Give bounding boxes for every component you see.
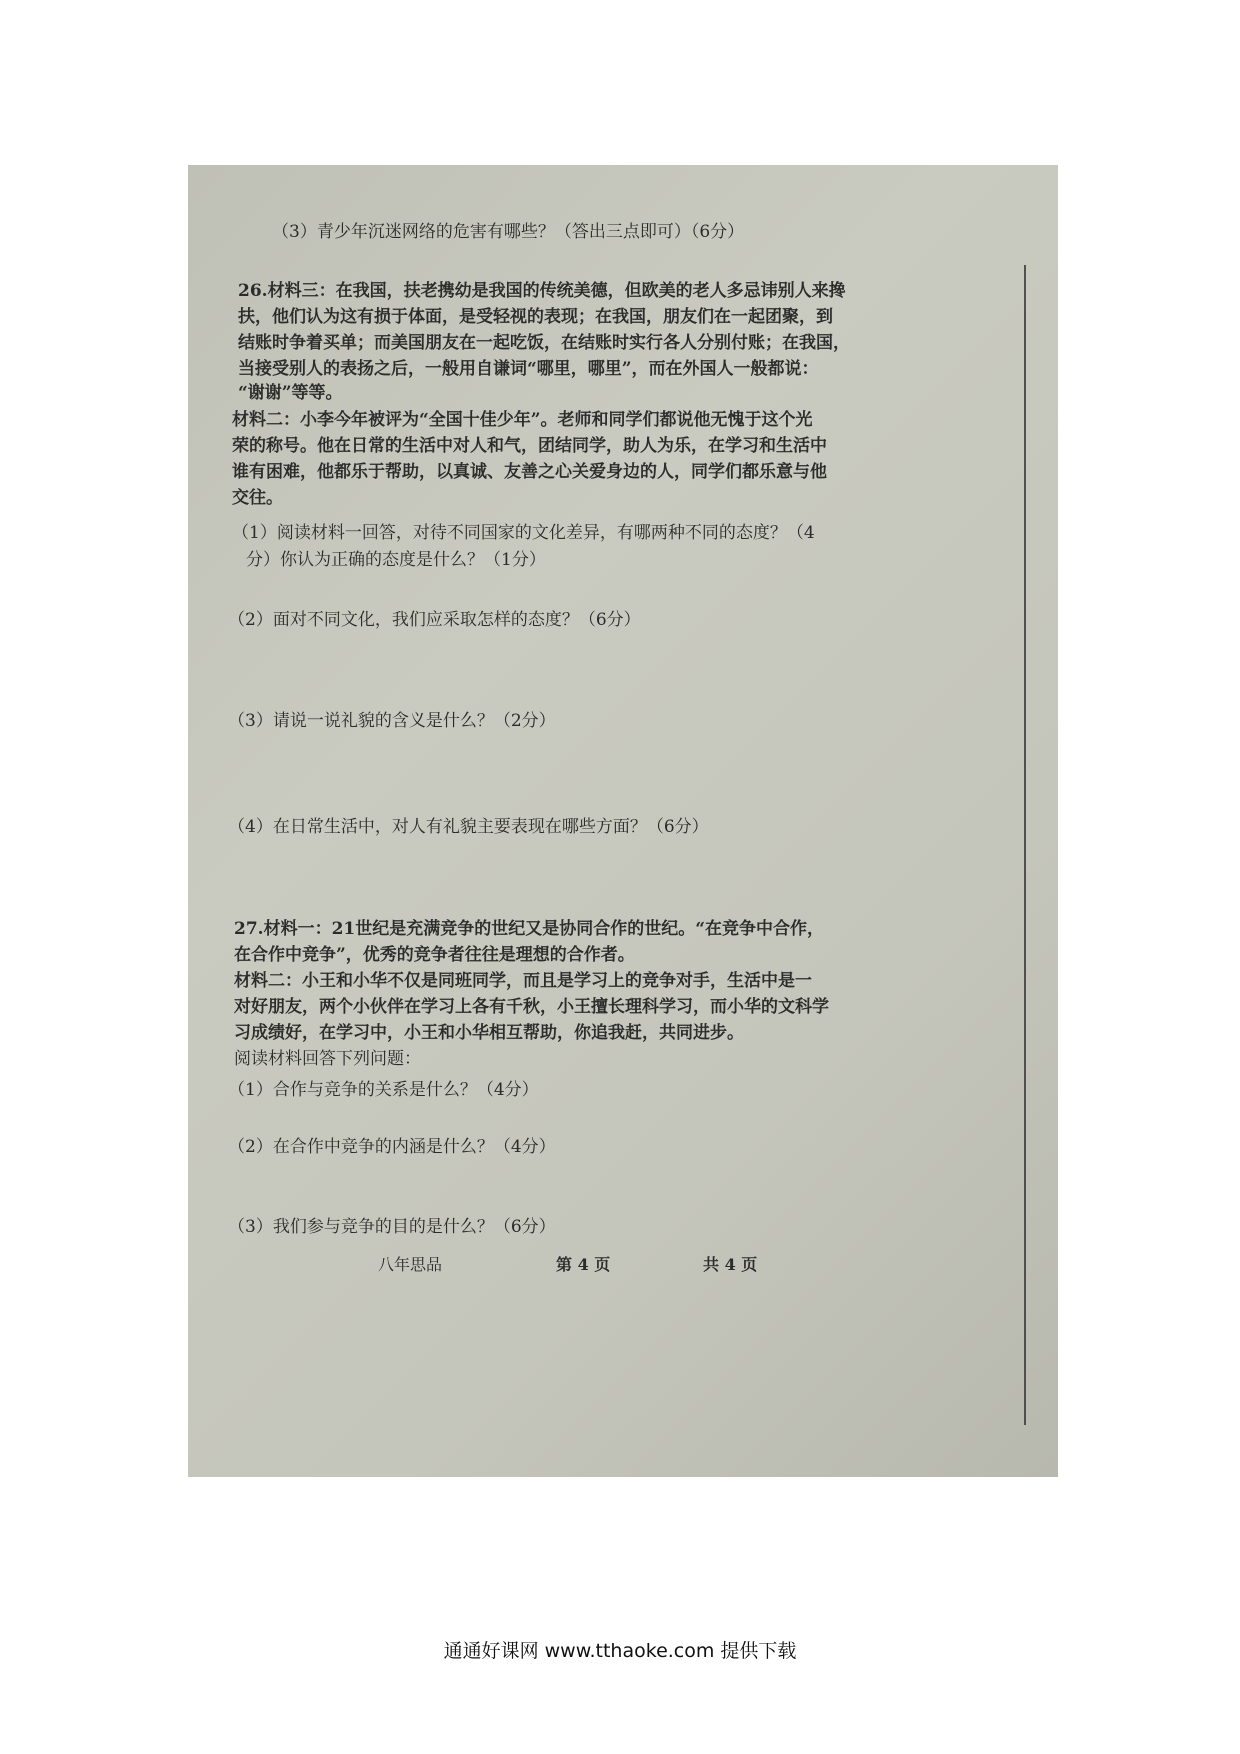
q27-material2-line1: 材料二：小王和小华不仅是同班同学，而且是学习上的竞争对手，生活中是一	[234, 971, 812, 991]
margin-rule	[1024, 265, 1026, 1425]
sheet-page-number: 第 4 页	[556, 1255, 611, 1274]
q26-material2-line3: 谁有困难，他都乐于帮助，以真诚、友善之心关爱身边的人，同学们都乐意与他	[232, 462, 827, 482]
q27-part3: （3）我们参与竞争的目的是什么？（6分）	[228, 1217, 556, 1237]
sheet-page-total: 共 4 页	[703, 1255, 758, 1274]
q26-part4: （4）在日常生活中，对人有礼貌主要表现在哪些方面？（6分）	[228, 817, 709, 837]
q26-material1-line4: 当接受别人的表扬之后，一般用自谦词“哪里，哪里”，而在外国人一般都说：	[238, 359, 819, 379]
q27-material2-line3: 习成绩好，在学习中，小王和小华相互帮助，你追我赶，共同进步。	[234, 1023, 744, 1043]
q26-material1-line3: 结账时争着买单；而美国朋友在一起吃饭，在结账时实行各人分别付账；在我国，	[238, 333, 850, 353]
download-footer: 通通好课网 www.tthaoke.com 提供下载	[443, 1640, 797, 1662]
sheet-subject: 八年思品	[378, 1255, 443, 1274]
q26-part1-line2: 分）你认为正确的态度是什么？（1分）	[246, 550, 546, 570]
q26-material2-line4: 交往。	[232, 488, 283, 508]
q25-part3: （3）青少年沉迷网络的危害有哪些？（答出三点即可）（6分）	[272, 222, 745, 242]
q26-part2: （2）面对不同文化，我们应采取怎样的态度？（6分）	[228, 610, 641, 630]
q27-part1: （1）合作与竞争的关系是什么？（4分）	[228, 1080, 539, 1100]
q26-material1-line2: 扶，他们认为这有损于体面，是受轻视的表现；在我国，朋友们在一起团聚，到	[238, 307, 833, 327]
q27-prompt: 阅读材料回答下列问题：	[234, 1049, 421, 1069]
exam-sheet-photo	[188, 165, 1058, 1477]
q26-part3: （3）请说一说礼貌的含义是什么？（2分）	[228, 711, 556, 731]
q27-material1-line1: 27.材料一：21世纪是充满竞争的世纪又是协同合作的世纪。“在竞争中合作，	[234, 919, 825, 939]
q26-material1-line1: 26.材料三：在我国，扶老携幼是我国的传统美德，但欧美的老人多忌讳别人来搀	[238, 281, 846, 301]
q26-material2-line2: 荣的称号。他在日常的生活中对人和气，团结同学，助人为乐，在学习和生活中	[232, 436, 827, 456]
q27-material1-line2: 在合作中竞争”，优秀的竞争者往往是理想的合作者。	[234, 945, 635, 965]
q27-part2: （2）在合作中竞争的内涵是什么？（4分）	[228, 1137, 556, 1157]
q26-material1-line5: “谢谢”等等。	[238, 383, 343, 403]
q27-material2-line2: 对好朋友，两个小伙伴在学习上各有千秋，小王擅长理科学习，而小华的文科学	[234, 997, 829, 1017]
q26-material2-line1: 材料二：小李今年被评为“全国十佳少年”。老师和同学们都说他无愧于这个光	[232, 410, 813, 430]
q26-part1-line1: （1）阅读材料一回答，对待不同国家的文化差异，有哪两种不同的态度？（4	[232, 523, 815, 543]
